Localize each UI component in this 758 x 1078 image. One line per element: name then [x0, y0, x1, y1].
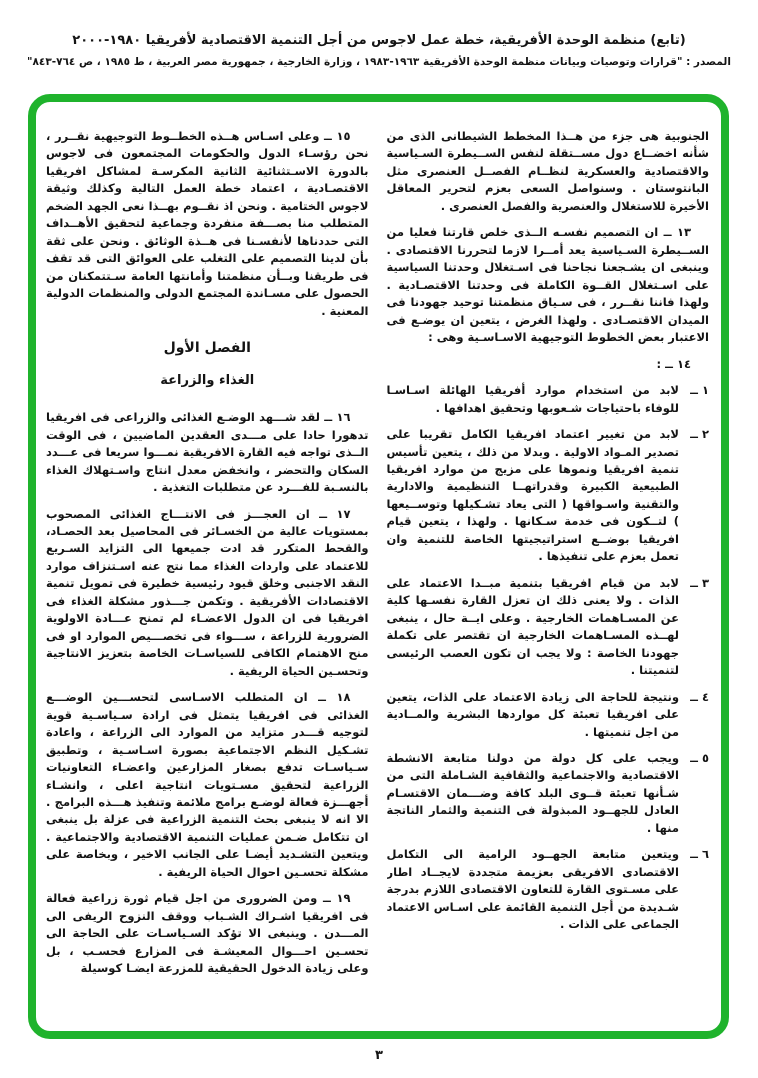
guideline-item-4 — [387, 689, 710, 741]
item-text: لابد من تغيير اعتماد افريقيا الكامل تقريبا على تصدير المـواد الاولية . وبدلا من ذلك ، يتعين تأسيس تنمية افريقيا ونموها على مزيج من موارد افريقيا الطبيعية الكبيرة وقدراتهــا التنظيمية والادارية والتقنية واسـواقها ( التى يعاد تشـكيلها وتوســيعها ) لتــكون فى خدمة سـكانها . ولهذا ، يتعين قيام افريقيا بوضــع استراتيجيتها الخاصة للتنمية وان تعمل بعزم على تنفيذها . — [386, 427, 679, 564]
item-text: لابد من استخدام موارد أفريقيا الهائلة اسـاسـا للوفاء باحتياجات شـعوبها وتحقيق اهدافها . — [386, 383, 679, 415]
item-text: ويجب على كل دولة من دولنا متابعة الانشطة الاقتصادية والاجتماعية والثقافية الشـاملة التى من شـأنها تعبئة قــوى البلد كافة وضـــمان الاقتسـام العادل للجهــود المبذولة فى التنمية والثمار الناتجة منها . — [386, 751, 679, 835]
item-number: ١ ــ — [690, 383, 709, 398]
paragraph-15: ١٥ ــ وعلى اسـاس هــذه الخطــوط التوجيهية نقــرر ، نحن رؤسـاء الدول والحكومات المجتمعون فى لاجوس بالدورة الاسـتثنائية الثانية المكرسـة لمشاكل افريقيا الاقتصـادية ، اعتماد خطة العمل التالية وكذلك وثيقة لاجوس الختامية . ونحن اذ نقــوم بهــذا نعى الجهد الضخم المتطلب منا بصـــفة منفردة وجماعية لتحقيق الأهــداف التى حددناها لأنفسـنا فى هــذة الوثائق . ونحن على ثقة بأن لدينا التصميم على التغلب على العوائق التى قد تقف فى طريقنا وبــأن منظمتنا وأمانتها العامة سـتتمكنان من الحصول على مسـاندة المجتمع الدولى والمنظمات الدولية المعنية . — [46, 129, 369, 318]
document-source-line: المصدر : "قرارات وتوصيات وبيانات منظمة الوحدة الأفريقية ١٩٦٣-١٩٨٣ ، وزارة الخارجية ، جمهورية مصر العربية ، ط ١٩٨٥ ، ص ٧٦٤-٨٤٣" — [27, 56, 731, 68]
item-number: ٣ ــ — [690, 575, 709, 590]
item-number: ٥ ــ — [690, 751, 709, 765]
paragraph-18: ١٨ ــ ان المتطلب الاسـاسى لتحســـين الوضـــع الغذائى فى افريقيا يتمثل فى ارادة سـياسـية قوية لتوجيه قـــدر متزايد من الموارد الى الزراعة ، واعادة تشـكيل النظم الاجتماعية بصورة اسـاسـية ، وتطبيق سـياسـات تدفع بصغار المزارعين واعضـاء التعاونيات الزراعية لتحقيق مسـتويات انتاجية اعلى ، وانشـاء أجهـــزة فعالة لوضـع برامج ملائمة وتنفيذ هـــذه البرامج . الا انه لا ينبغى بحث التنمية الزراعية فى عزلة بل ينبغى ان تتكامل ضـمن عمليات التنمية الاقتصادية والاجتماعية . ويتعين التشـديد أيضـا على الجانب الاخير ، وبخاصة على مشكلة تحسـين احوال الحياة الريفية . — [46, 690, 369, 879]
paragraph-19: ١٩ ــ ومن الضرورى من اجل قيام ثورة زراعية فعالة فى افريقيا اشـراك الشـباب ووقف النزوح الريفى الى المـــدن . وينبغى الا تؤكد السـياسـات على الحاجة الى تحسـين احـــوال المعيشـة فى المزارع فحسـب ، بل وعلى زيادة الدخول الحقيقية للمزرعة ايضـا كوسيلة — [46, 891, 369, 976]
guideline-item-1 — [387, 382, 710, 417]
paragraph-12-continuation: الجنوبية هى جزء من هــذا المخطط الشيطانى الذى من شأنه اخضــاع دول مســتقلة لنفس الســيطرة السـياسية والاقتصادية والعسكرية لنظــام الفصــل العنصرى مثل البانتوستان . وسنواصل السعى بعزم لتحرير المعاقل الأخيرة للاستغلال والعنصرية والفصل العنصرى . — [386, 129, 709, 213]
page-number: ٣ — [375, 1048, 383, 1063]
guideline-item-6 — [387, 846, 710, 933]
content-frame — [28, 94, 729, 1039]
item-text: ويتعين متابعة الجهــود الرامية الى التكامل الاقتصادى الافريقى بعزيمة متجددة لايجــاد اطار على مسـتوى القارة للتعاون الاقتصادى اللازم بدرجة شـديدة من أجل التنمية القائمة على اسـاس الاعتماد الجماعى على الذات . — [386, 847, 679, 932]
guideline-item-5 — [387, 750, 710, 837]
item-number: ٦ ــ — [690, 847, 709, 862]
paragraph-16: ١٦ ــ لقد شـــهد الوضـع الغذائى والزراعى فى افريقيا تدهورا حادا على مـــدى العقدين الماضيين ، فى الوقت الــذى تواجه فيه القارة الافريقية نمـــوا سريعا فى عـــدد السكان والتحضر ، وانخفض معدل انتاج واسـتهلاك الغذاء بالنسـبة للفـــرد عن متطلبات التغذية . — [46, 410, 369, 495]
item-number: ٢ ــ — [690, 427, 709, 442]
paragraph-14-label: ١٤ ــ : — [656, 356, 691, 371]
guideline-item-2 — [387, 426, 710, 566]
paragraph-17: ١٧ ــ ان العجـــز فى الانتـــاج الغذائى المصحوب بمستويات عالية من الخسـائر فى المحاصيل بعد الحصـاد، والقحط المتكرر قد ادت جميعها الى التزايد السـريع للاعتماد على واردات الغذاء مما نتج عنه اسـتنزاف موارد النقد الاجنبى وخلق قيود رئيسية خطيرة فى تمويل تنمية الاقتصادات الأفريقية . وتكمن جـــذور مشكلة الغذاء فى افريقيا فى ان الدول الاعضـاء لم تمنح عـــادة الاولوية الضرورية للزراعة ، ســـواء فى تخصـــيص الموارد او فى منح الاهتمام الكافى للسياسـات الخاصة بتعزيز الانتاجية وتحسـين الحياة الريفية . — [46, 506, 369, 678]
document-title: (تابع) منظمة الوحدة الأفريقية، خطة عمل لاجوس من أجل التنمية الاقتصادية لأفريقيا ١٩٨٠-٢٠٠٠ — [72, 33, 686, 48]
item-number: ٤ ــ — [690, 689, 709, 704]
column-left — [46, 128, 369, 1025]
item-text: ونتيجة للحاجة الى زيادة الاعتماد على الذات، يتعين على افريقيا تعبئة كل مواردها البشرية والمــادية من اجل تنميتها . — [386, 689, 679, 739]
document-header — [0, 33, 758, 68]
item-text: لابد من قيام افريقيا بتنمية مبــدا الاعتماد على الذات . ولا يعنى ذلك ان تعزل القارة نفسـها كلية عن المسـاهمات الخارجية . وعلى ايــة حال ، ينبغى لهــذه المسـاهمات الخارجية ان تقتصر على تكملة جهودنا الخاصة : ولا يجب ان تكون العصب الرئيسى لتنميتنا . — [386, 575, 679, 678]
chapter-one-heading: الفصل الأول — [163, 340, 251, 357]
column-right — [387, 128, 710, 1025]
food-agriculture-heading: الغذاء والزراعة — [160, 373, 255, 389]
two-column-text-body — [46, 128, 709, 1025]
paragraph-13: ١٣ ــ ان التصميم نفسـه الــذى خلص قارتنا فعليا من الســيطرة السـياسية يعد أمــرا لازما لتحررنا الاقتصادى . وينبغى ان يشـجعنا نجاحنا فى اسـتغلال وحدتنا السياسية على اسـتغلال القــوة الكاملة فى وحدتنا الاقتصـادية . ولهذا فاننا نقــرر ، فى سـياق منظمتنا توحيد جهودنا فى الميدان الاقتصـادى . ولهذا الغرض ، يتعين ان يوضـع فى الاعتبار بعض الخطوط التوجيهية الاسـاسـية وهى : — [386, 225, 709, 345]
guideline-item-3 — [387, 575, 710, 680]
